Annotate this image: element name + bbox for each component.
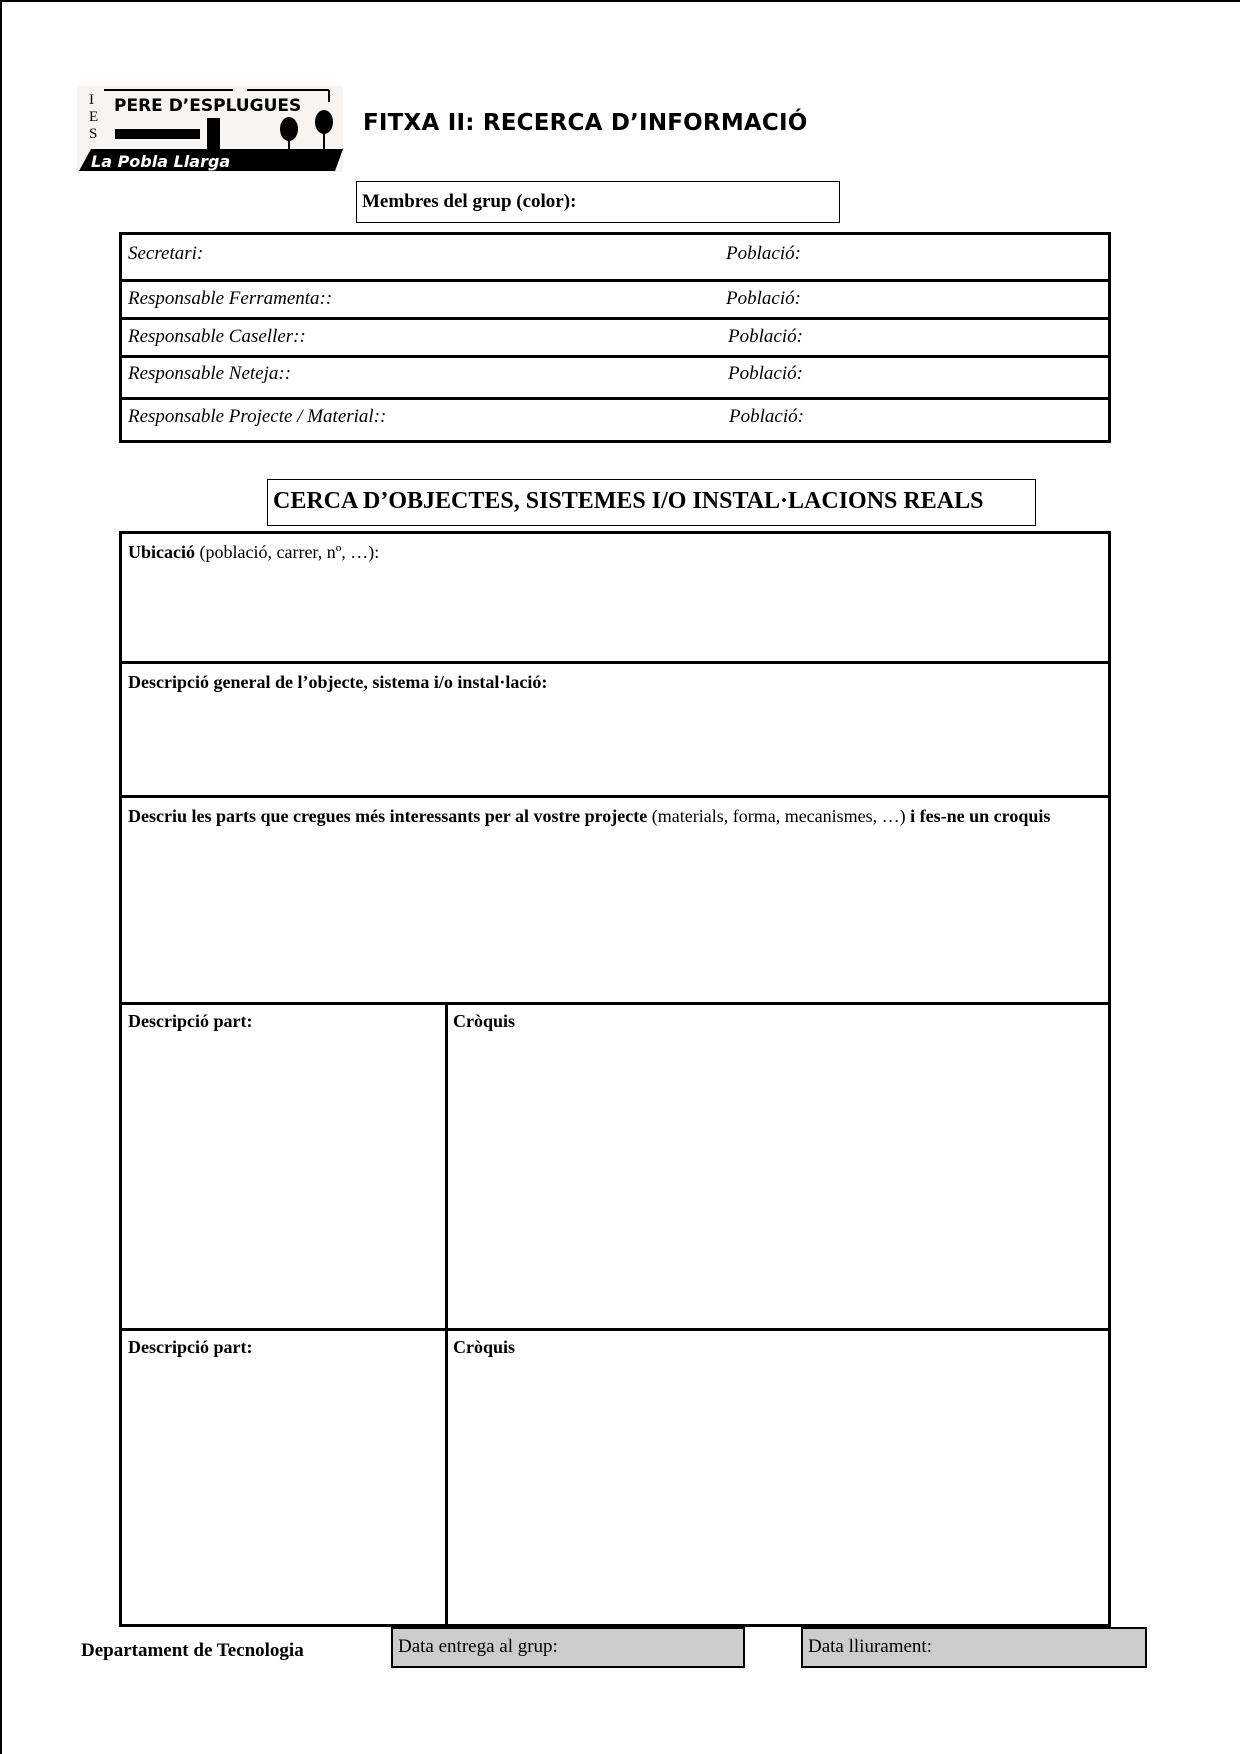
role-row-projecte-material[interactable] <box>122 397 1108 443</box>
document-title: FITXA II: RECERCA D’INFORMACIÓ <box>363 110 808 136</box>
role-row-caseller[interactable] <box>122 317 1108 358</box>
role-row-neteja[interactable] <box>122 355 1108 400</box>
svg-text:S: S <box>89 126 98 142</box>
descripcio-general-label: Descripció general de l’objecte, sistema i/o instal·lació: <box>128 672 548 692</box>
svg-text:La Pobla Llarga: La Pobla Llarga <box>91 152 231 171</box>
part-row-1 <box>122 1002 1108 1331</box>
svg-text:PERE D’ESPLUGUES: PERE D’ESPLUGUES <box>114 96 302 116</box>
part-croquis-field[interactable] <box>448 1005 1108 1331</box>
data-lliurament-label: Data lliurament: <box>808 1636 932 1657</box>
part-croquis-field[interactable] <box>448 1331 1108 1624</box>
poblacio-label: Població: <box>726 243 801 264</box>
poblacio-label: Població: <box>726 288 801 309</box>
role-label: Secretari: <box>128 243 204 264</box>
role-label: Responsable Projecte / Material:: <box>128 406 387 427</box>
research-form-table <box>119 531 1111 1627</box>
role-label: Responsable Neteja:: <box>128 363 292 384</box>
department-label: Departament de Tecnologia <box>81 1640 304 1661</box>
data-lliurament-field[interactable] <box>801 1627 1147 1668</box>
part-descripcio-field[interactable] <box>122 1005 445 1331</box>
svg-text:E: E <box>89 109 99 125</box>
ubicacio-field[interactable] <box>122 534 1108 661</box>
poblacio-label: Població: <box>728 363 803 384</box>
part-descripcio-label: Descripció part: <box>128 1337 253 1357</box>
members-field[interactable] <box>356 181 840 223</box>
members-label: Membres del grup (color): <box>362 191 577 212</box>
part-row-2 <box>122 1328 1108 1624</box>
ubicacio-label: Ubicació (població, carrer, nº, …): <box>128 542 380 562</box>
descripcio-general-field[interactable] <box>122 661 1108 798</box>
part-croquis-label: Cròquis <box>453 1337 516 1357</box>
descriu-parts-label: Descriu les parts que cregues més interessants per al vostre projecte (materials, forma, mecanismes, …) i fes-ne un croquis <box>128 806 1051 826</box>
role-label: Responsable Ferramenta:: <box>128 288 333 309</box>
poblacio-label: Població: <box>728 326 803 347</box>
svg-text:I: I <box>89 92 94 108</box>
roles-table <box>119 232 1111 443</box>
role-label: Responsable Caseller:: <box>128 326 306 347</box>
school-logo-graphic <box>77 86 343 172</box>
role-row-secretari[interactable] <box>122 235 1108 279</box>
school-logo <box>77 86 343 172</box>
poblacio-label: Població: <box>729 406 804 427</box>
data-entrega-field[interactable] <box>391 1627 745 1668</box>
role-row-ferramenta[interactable] <box>122 279 1108 320</box>
part-descripcio-label: Descripció part: <box>128 1011 253 1031</box>
descriu-parts-field[interactable] <box>122 795 1108 1005</box>
section-title <box>267 479 1036 526</box>
data-entrega-label: Data entrega al grup: <box>398 1636 558 1657</box>
part-croquis-label: Cròquis <box>453 1011 516 1031</box>
part-descripcio-field[interactable] <box>122 1331 445 1624</box>
section-title-text: CERCA D’OBJECTES, SISTEMES I/O INSTAL·LACIONS REALS <box>273 488 984 514</box>
